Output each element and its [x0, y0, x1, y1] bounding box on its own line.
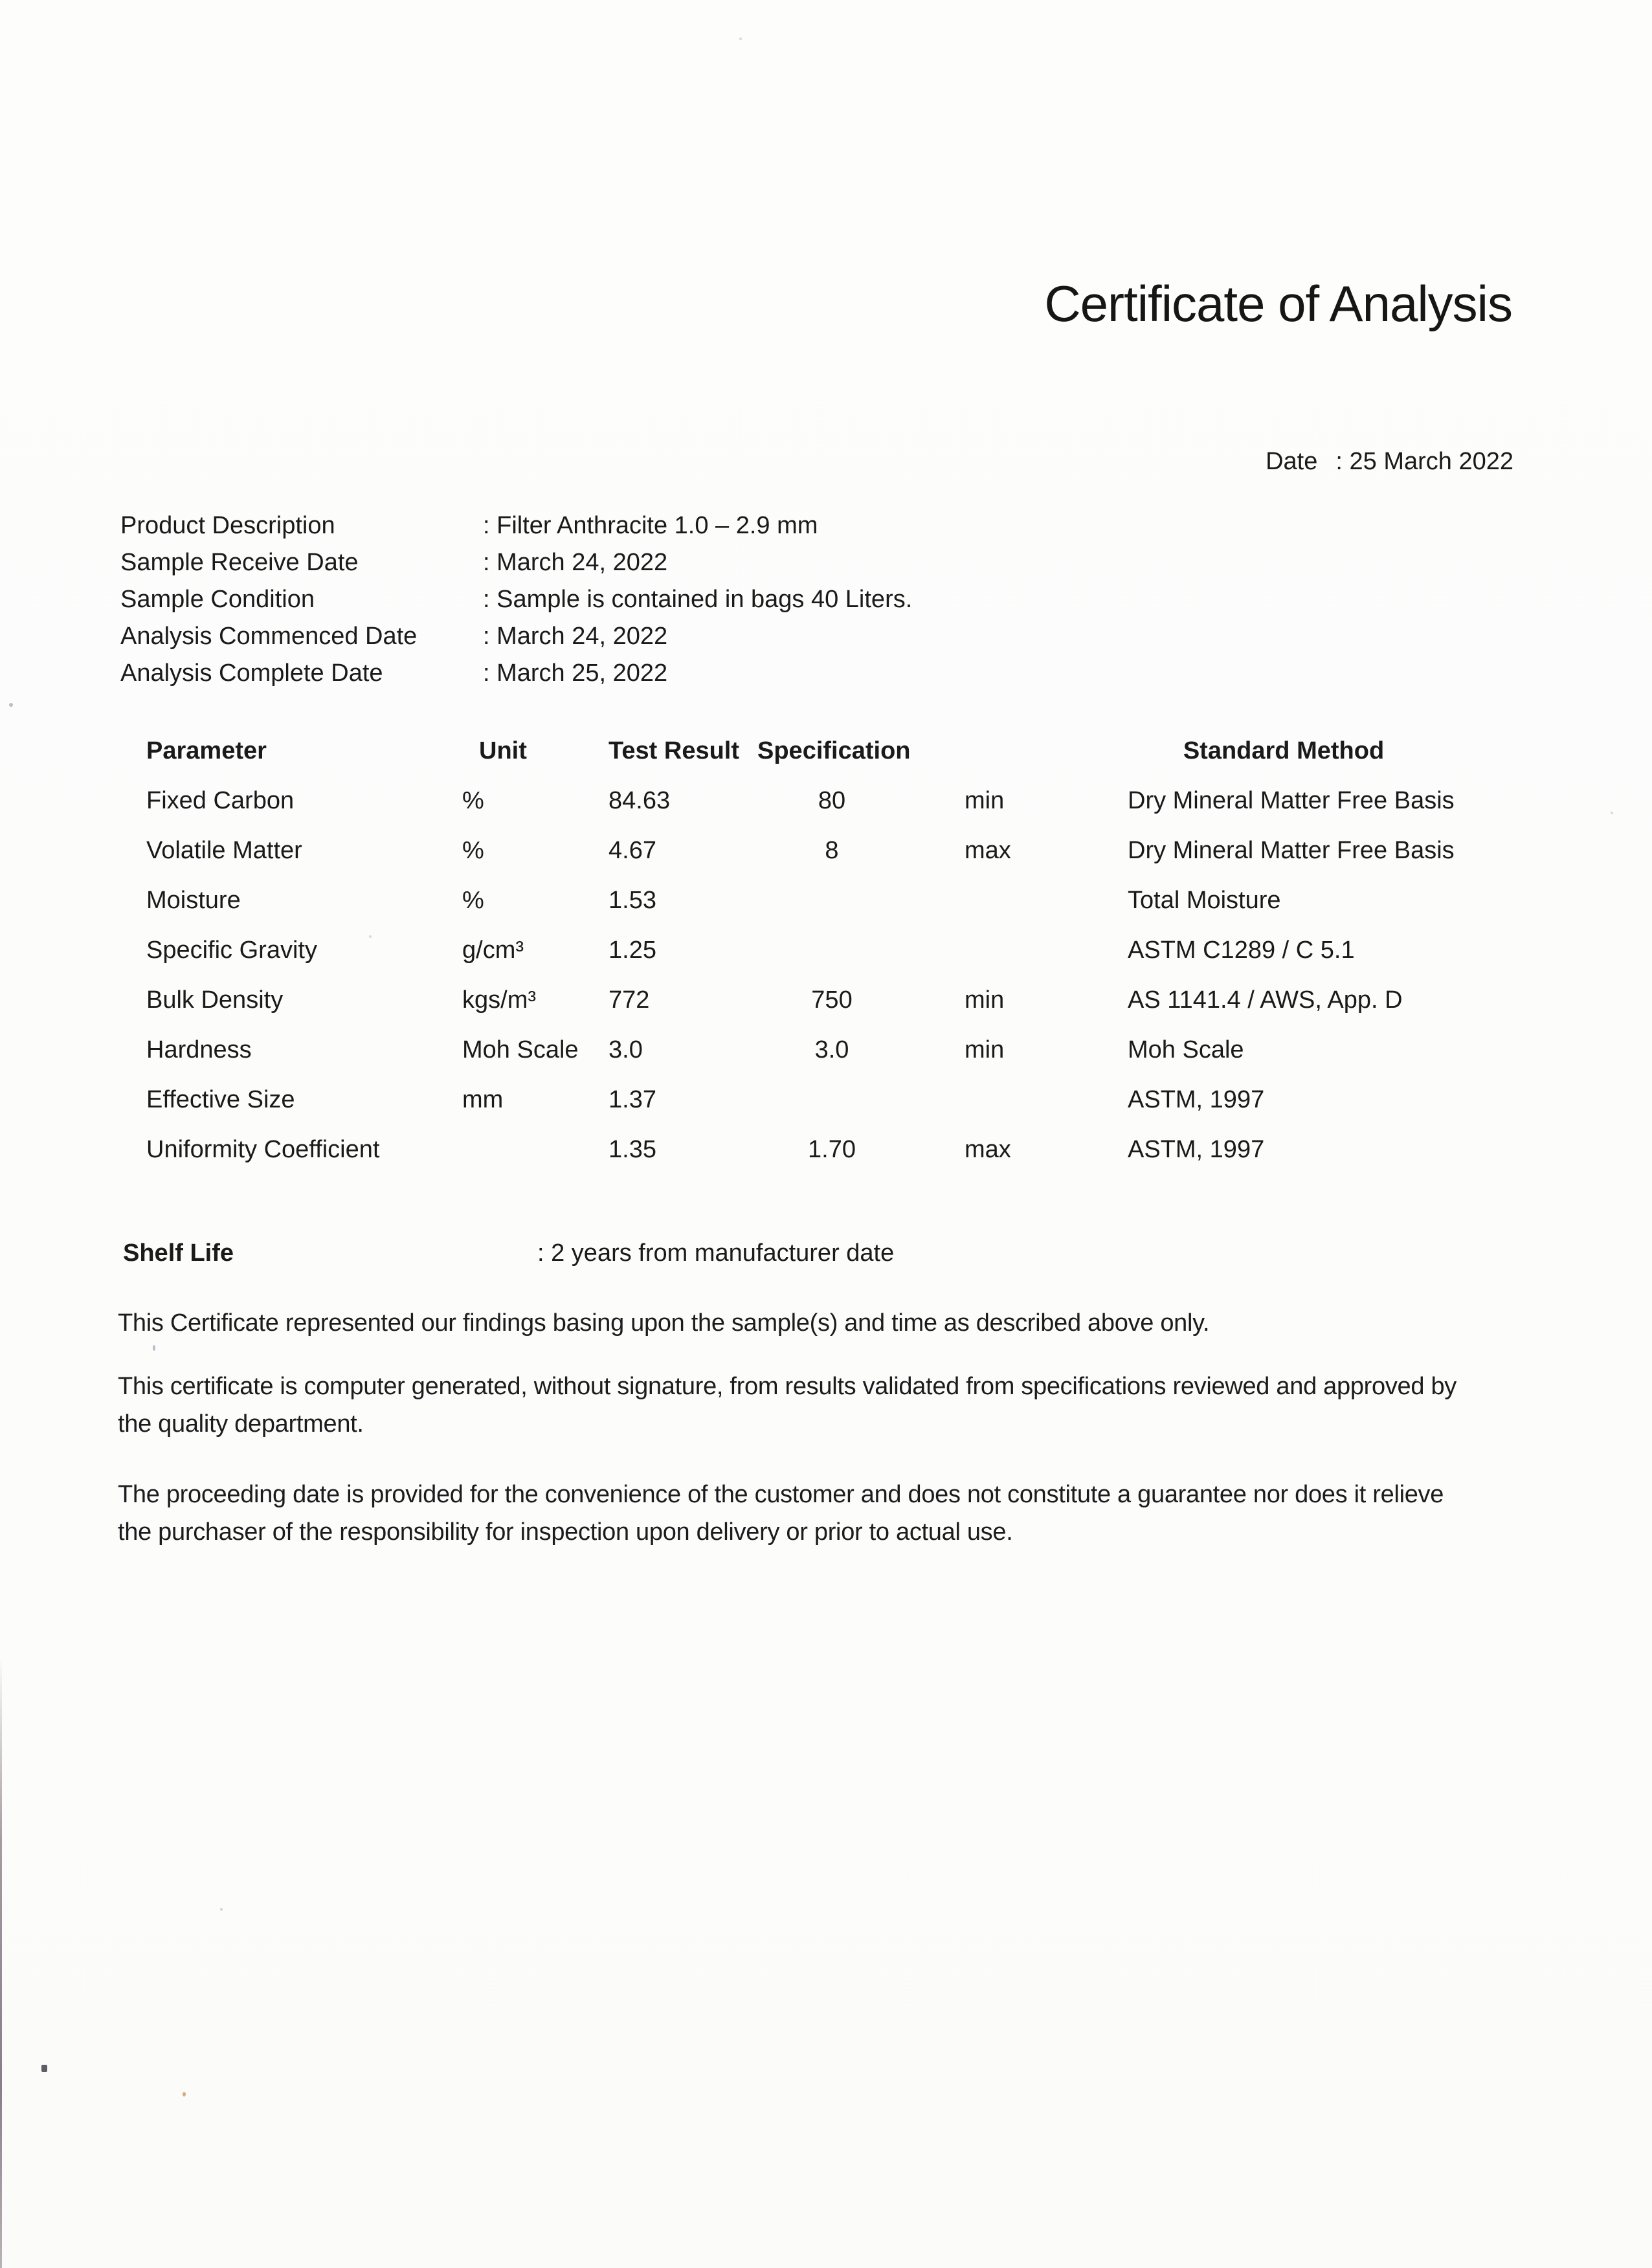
cell-unit: Moh Scale [462, 1036, 579, 1063]
date-label: Date [1266, 448, 1318, 475]
cell-limit: min [965, 1036, 1005, 1063]
column-header-parameter: Parameter [146, 737, 267, 764]
info-row-sample-condition [120, 581, 912, 618]
cell-specification: 8 [825, 837, 839, 864]
disclaimer-line: This Certificate represented our findings basing upon the sample(s) and time as described above only. [118, 1309, 1210, 1337]
cell-parameter: Fixed Carbon [146, 787, 295, 814]
cell-unit: % [462, 837, 484, 864]
column-header-specification: Specification [757, 737, 911, 764]
cell-standard-method: ASTM, 1997 [1128, 1136, 1265, 1163]
cell-standard-method: AS 1141.4 / AWS, App. D [1128, 986, 1403, 1014]
cell-limit: min [965, 986, 1005, 1014]
page-title: Certificate of Analysis [1044, 275, 1512, 332]
info-row-analysis-complete-date [120, 655, 912, 692]
info-label: Analysis Commenced Date [120, 623, 418, 650]
shelf-life-label: Shelf Life [123, 1240, 234, 1267]
disclaimer-line: The proceeding date is provided for the convenience of the customer and does not constitute a guarantee nor does it relieve [118, 1481, 1444, 1508]
cell-test-result: 1.53 [608, 887, 656, 914]
cell-limit: max [965, 1136, 1011, 1163]
date-row [1266, 448, 1513, 476]
cell-specification: 1.70 [808, 1136, 856, 1163]
disclaimer-paragraph-1 [118, 1305, 1209, 1342]
info-row-product-description [120, 507, 912, 544]
cell-unit: mm [462, 1086, 504, 1113]
cell-specification: 3.0 [814, 1036, 849, 1063]
info-value: : Sample is contained in bags 40 Liters. [483, 586, 913, 613]
cell-standard-method: Total Moisture [1128, 887, 1281, 914]
disclaimer-paragraph-3 [118, 1476, 1444, 1551]
cell-parameter: Specific Gravity [146, 937, 317, 964]
sample-info-block [120, 507, 912, 692]
disclaimer-line: This certificate is computer generated, without signature, from results validated from specifications reviewed and approved by [118, 1373, 1457, 1400]
scan-edge-artifact [0, 1657, 2, 2268]
scan-speck [183, 2092, 186, 2096]
info-label: Product Description [120, 512, 335, 539]
info-value: : March 24, 2022 [483, 549, 668, 576]
disclaimer-line: the purchaser of the responsibility for inspection upon delivery or prior to actual use. [118, 1518, 1013, 1546]
cell-test-result: 4.67 [608, 837, 656, 864]
info-value: : Filter Anthracite 1.0 – 2.9 mm [483, 512, 818, 539]
cell-standard-method: Moh Scale [1128, 1036, 1244, 1063]
cell-standard-method: ASTM, 1997 [1128, 1086, 1265, 1113]
scan-speck [9, 703, 13, 707]
cell-test-result: 1.35 [608, 1136, 656, 1163]
cell-parameter: Uniformity Coefficient [146, 1136, 380, 1163]
column-header-test-result: Test Result [608, 737, 740, 764]
cell-parameter: Volatile Matter [146, 837, 302, 864]
cell-parameter: Moisture [146, 887, 241, 914]
info-row-sample-receive-date [120, 544, 912, 581]
shelf-life-row [123, 1235, 894, 1272]
cell-standard-method: Dry Mineral Matter Free Basis [1128, 837, 1455, 864]
scan-speck [1611, 812, 1613, 814]
cell-specification: 80 [818, 787, 846, 814]
cell-test-result: 772 [608, 986, 650, 1014]
cell-standard-method: Dry Mineral Matter Free Basis [1128, 787, 1455, 814]
info-value: : March 25, 2022 [483, 660, 668, 687]
scan-speck [739, 38, 742, 40]
cell-test-result: 1.25 [608, 937, 656, 964]
scan-speck [41, 2065, 47, 2072]
cell-unit: % [462, 887, 484, 914]
cell-unit: % [462, 787, 484, 814]
cell-unit: g/cm³ [462, 937, 524, 964]
date-value: : 25 March 2022 [1335, 448, 1513, 475]
cell-limit: min [965, 787, 1005, 814]
cell-standard-method: ASTM C1289 / C 5.1 [1128, 937, 1355, 964]
info-value: : March 24, 2022 [483, 623, 668, 650]
cell-specification: 750 [811, 986, 853, 1014]
shelf-life-value: : 2 years from manufacturer date [537, 1240, 895, 1267]
cell-test-result: 1.37 [608, 1086, 656, 1113]
column-header-standard-method: Standard Method [1183, 737, 1385, 764]
column-header-unit: Unit [479, 737, 527, 764]
cell-parameter: Bulk Density [146, 986, 284, 1014]
cell-test-result: 84.63 [608, 787, 671, 814]
scan-speck [153, 1345, 155, 1351]
disclaimer-line: the quality department. [118, 1410, 364, 1438]
info-row-analysis-commenced-date [120, 618, 912, 655]
results-table [120, 726, 1538, 1175]
info-label: Sample Receive Date [120, 549, 359, 576]
scan-speck [220, 1908, 223, 1911]
scan-speck [369, 935, 372, 938]
cell-parameter: Hardness [146, 1036, 252, 1063]
cell-unit: kgs/m³ [462, 986, 536, 1014]
info-label: Sample Condition [120, 586, 315, 613]
cell-test-result: 3.0 [608, 1036, 643, 1063]
cell-limit: max [965, 837, 1011, 864]
cell-parameter: Effective Size [146, 1086, 295, 1113]
info-label: Analysis Complete Date [120, 660, 383, 687]
disclaimer-paragraph-2 [118, 1368, 1457, 1443]
